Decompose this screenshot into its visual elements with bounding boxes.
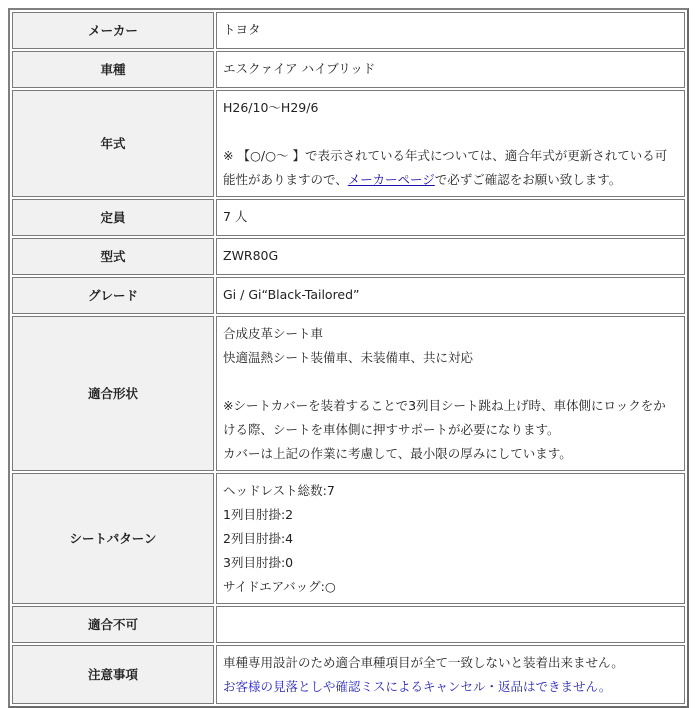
year-range: H26/10～H29/6 [223,100,319,115]
label-capacity: 定員 [12,199,214,236]
label-fit-shape: 適合形状 [12,316,214,471]
label-caution: 注意事項 [12,645,214,704]
row-maker [12,12,685,49]
seat-line: ヘッドレスト総数:7 [223,483,335,498]
spec-table-container [8,8,689,708]
value-model: エスクァイア ハイブリッド [216,51,685,88]
fit-line: 合成皮革シート車 [223,326,324,341]
label-year: 年式 [12,90,214,197]
value-caution [216,645,685,704]
value-model-code: ZWR80G [216,238,685,275]
label-not-compatible: 適合不可 [12,606,214,643]
value-grade: Gi / Gi“Black-Tailored” [216,277,685,314]
value-fit-shape [216,316,685,471]
year-note-suffix: で必ずご確認をお願い致します。 [434,172,622,187]
value-seat-pattern [216,473,685,604]
year-note [223,148,667,187]
seat-line: サイドエアバッグ:○ [223,579,336,594]
row-grade [12,277,685,314]
row-model-code [12,238,685,275]
vehicle-spec-table [8,8,689,708]
fit-line: 快適温熱シート装備車、未装備車、共に対応 [223,350,474,365]
value-capacity: 7 人 [216,199,685,236]
value-maker: トヨタ [216,12,685,49]
seat-line: 3列目肘掛:0 [223,555,294,570]
row-capacity [12,199,685,236]
caution-warning: お客様の見落としや確認ミスによるキャンセル・返品はできません。 [223,679,612,694]
seat-line: 2列目肘掛:4 [223,531,294,546]
value-year [216,90,685,197]
spacer [223,370,678,394]
row-year [12,90,685,197]
row-fit-shape [12,316,685,471]
row-not-compatible [12,606,685,643]
label-seat-pattern: シートパターン [12,473,214,604]
row-seat-pattern [12,473,685,604]
spacer [223,120,678,144]
label-grade: グレード [12,277,214,314]
row-model [12,51,685,88]
seat-line: 1列目肘掛:2 [223,507,294,522]
caution-line: 車種専用設計のため適合車種項目が全て一致しないと装着出来ません。 [223,655,624,670]
label-model-code: 型式 [12,238,214,275]
label-model: 車種 [12,51,214,88]
value-not-compatible [216,606,685,643]
maker-page-link[interactable]: メーカーページ [347,172,435,187]
label-maker: メーカー [12,12,214,49]
fit-note: ※シートカバーを装着することで3列目シート跳ね上げ時、車体側にロックをかける際、シートを車体側に押すサポートが必要になります。 [223,398,666,437]
year-note-prefix: ※ 【○/○～ 】で表示されている年式については、適合年式が更新されている可能性がありますので、 [223,148,668,187]
fit-note: カバーは上記の作業に考慮して、最小限の厚みにしています。 [223,446,572,461]
row-caution [12,645,685,704]
